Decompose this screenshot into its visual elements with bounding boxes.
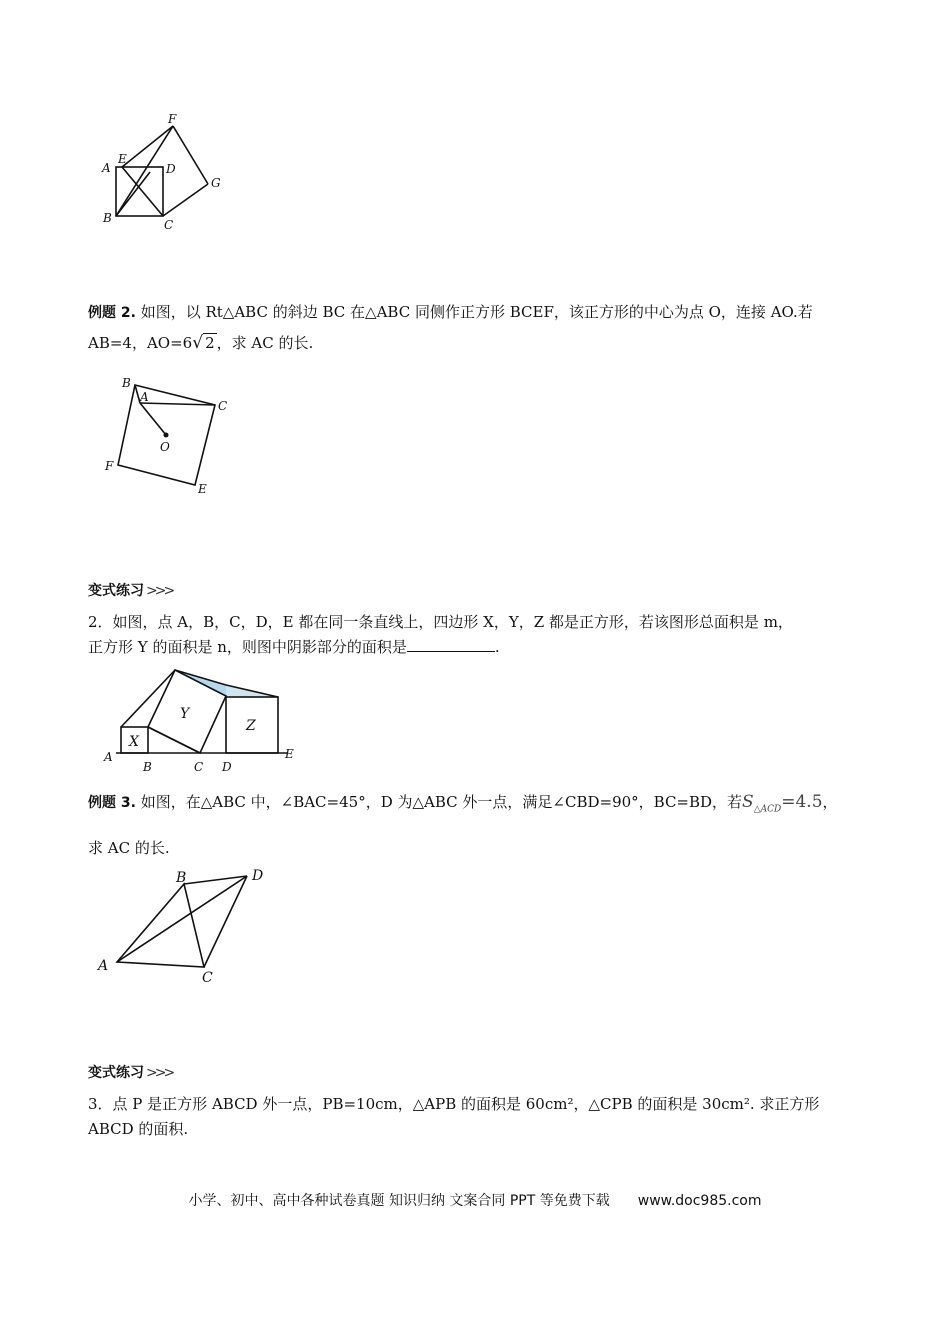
practice-3-line2: ABCD 的面积. [88,1120,189,1138]
fig2-label-c: C [218,399,228,413]
area-symbol: S [742,792,754,812]
figure-triangle-abcd [92,862,277,987]
fig1-label-e: E [118,152,127,166]
practice-2-heading-text: 变式练习 [88,583,144,599]
fig4-label-d: D [252,868,264,884]
fig3-label-c: C [194,760,204,774]
fig4-label-a: A [98,958,109,974]
fig3-label-e: E [285,747,294,761]
example-2-line2 [88,331,868,356]
example-3-text [88,790,868,861]
fig1-label-g: G [211,176,221,190]
fig3-label-z: Z [246,718,256,734]
fig1-label-c: C [164,218,174,232]
practice-2-line2-text: 正方形 Y 的面积是 n，则图中阴影部分的面积是 [88,638,407,656]
radical-sign: √ [192,333,204,353]
example-2-prefix: 例题 2. [88,305,136,321]
figure-square-efgc [98,112,228,237]
example-2-line2-a: AB=4，AO= [88,334,183,352]
example-2-line1-text: 如图，以 Rt△ABC 的斜边 BC 在△ABC 同侧作正方形 BCEF，该正方形的中心为点 O，连接 AO.若 [140,303,813,321]
fig3-label-a: A [104,750,113,764]
fig1-label-d: D [166,162,176,176]
practice-3-heading [88,1062,172,1082]
sqrt-expression [183,331,217,356]
fig3-label-d: D [222,760,232,774]
footer-text: 小学、初中、高中各种试卷真题 知识归纳 文案合同 PPT 等免费下载 [188,1193,610,1209]
practice-3-text [88,1092,868,1142]
example-2-text [88,300,868,356]
example-2-line1 [88,300,868,326]
fig2-label-e: E [198,482,207,496]
practice-3-heading-text: 变式练习 [88,1065,144,1081]
example-3-line1-end: ， [822,793,838,811]
fig3-label-b: B [143,760,152,774]
practice-3-line1: 3．点 P 是正方形 ABCD 外一点，PB=10cm，△APB 的面积是 60cm²，△CPB 的面积是 30cm². 求正方形 [88,1095,820,1113]
fig1-label-a: A [102,161,111,175]
example-3-prefix: 例题 3. [88,795,136,811]
practice-2-text [88,610,868,660]
fig2-label-o: O [160,440,170,454]
figure-squares-xyz [98,660,308,775]
page-footer [0,1190,950,1210]
practice-2-line2-end: . [494,638,500,656]
chevrons-icon: >>> [146,1065,173,1081]
answer-blank [407,637,495,652]
area-subscript: △ACD [753,804,782,815]
fig2-label-f: F [105,459,114,473]
example-2-line2-b: ，求 AC 的长. [216,334,314,352]
fig3-label-y: Y [180,706,190,722]
practice-2-heading [88,580,172,600]
example-3-line1-text: 如图，在△ABC 中，∠BAC=45°，D 为△ABC 外一点，满足∠CBD=90°，BC=BD，若 [140,793,743,811]
practice-2-line1: 2．如图，点 A，B，C，D，E 都在同一条直线上，四边形 X，Y，Z 都是正方形，若该图形总面积是 m， [88,613,793,631]
fig1-label-f: F [168,112,177,126]
fig3-label-x: X [129,734,139,750]
footer-url[interactable]: www.doc985.com [637,1193,762,1209]
example-3-line1 [88,790,868,822]
fig2-label-a: A [140,390,149,404]
example-3-line2: 求 AC 的长. [88,839,170,858]
fig4-label-c: C [202,970,213,986]
chevrons-icon: >>> [146,583,173,599]
figure-square-bcef [100,375,235,497]
practice-2-line2 [88,635,868,660]
area-expression [742,792,823,815]
fig2-label-b: B [122,376,131,390]
fig4-label-b: B [176,870,187,886]
area-value: =4.5 [781,792,823,812]
sqrt-coefficient: 6 [182,334,193,352]
fig1-label-b: B [103,211,112,225]
sqrt-radicand: 2 [205,334,215,352]
